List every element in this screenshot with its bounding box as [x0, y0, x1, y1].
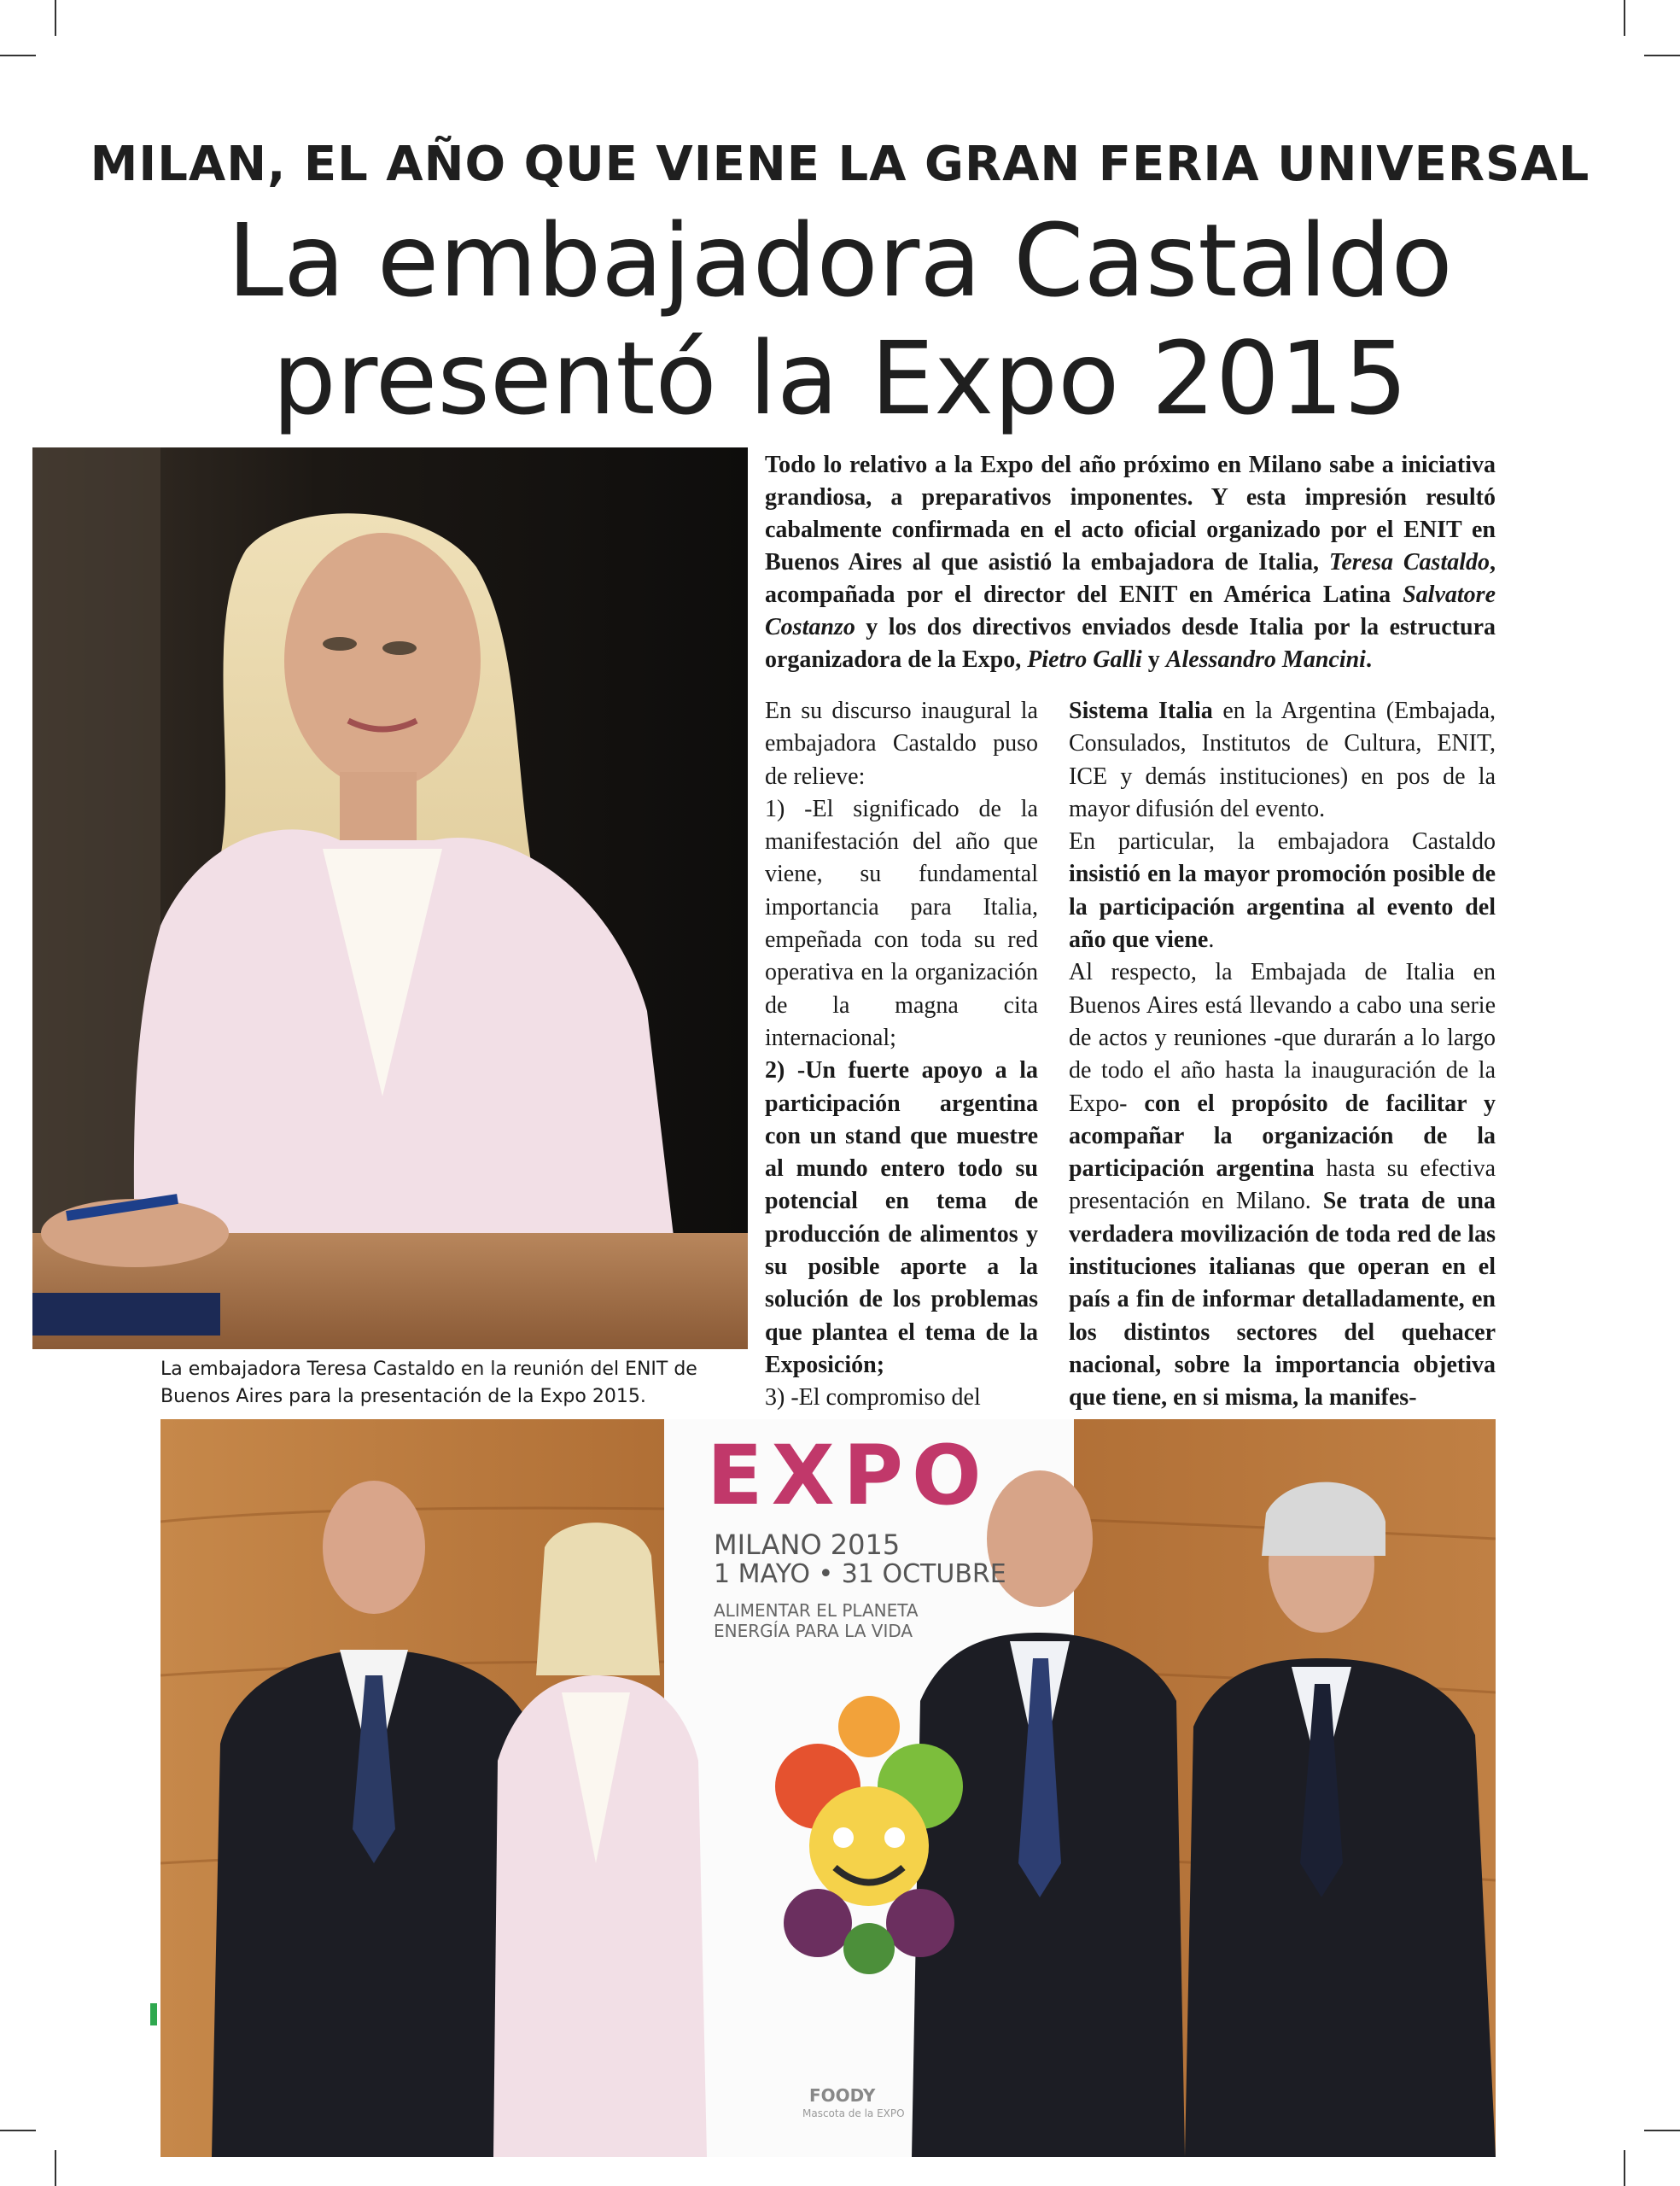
poster-dates: 1 MAYO • 31 OCTUBRE: [714, 1559, 1006, 1589]
column-2-paragraph: [1069, 695, 1496, 826]
crop-mark: [55, 2150, 56, 2186]
bold-run: con el propósito de facilitar y acompañar la organización de la participación argentina: [1069, 1090, 1496, 1183]
text-run: hasta su efectiva presentación en Milano.: [1069, 1155, 1496, 1215]
bold-run: Sistema Italia: [1069, 698, 1213, 724]
poster-theme-2: ENERGÍA PARA LA VIDA: [714, 1621, 913, 1641]
mascot-name: FOODY: [809, 2085, 876, 2106]
bold-run: Se trata de una verdadera movilización de toda red de las instituciones italianas que operan en el país a fin de informar detalladamente, en los distintos sectores del quehacer nacional, sobre la importancia objetiva que tiene, en si misma, la manifes-: [1069, 1188, 1496, 1412]
column-2-paragraph: [1069, 826, 1496, 956]
lead-name-italic: Teresa Castaldo: [1328, 549, 1490, 576]
crop-mark: [1644, 55, 1680, 56]
lead-text: y los dos directivos enviados desde Italia por la estructura organizadora de la Expo,: [765, 614, 1496, 673]
poster-theme-1: ALIMENTAR EL PLANETA: [714, 1600, 919, 1621]
text-run: en la Argentina (Embajada, Consulados, Institutos de Cultura, ENIT, ICE y demás instituciones) en pos de la mayor difusión del evento.: [1069, 698, 1496, 822]
text-run: En particular, la embajadora Castaldo: [1069, 828, 1496, 856]
article-kicker: MILAN, EL AÑO QUE VIENE LA GRAN FERIA UNIVERSAL: [90, 137, 1590, 192]
body-column-2: [1069, 695, 1496, 1415]
headline-line-2: presentó la Expo 2015: [271, 319, 1409, 437]
lead-text: Todo lo relativo a la Expo del año próximo en Milano sabe a iniciativa grandiosa, a preparativos imponentes. Y esta impresión resultó cabalmente confirmada en el acto oficial organizado por el ENIT en Buenos Aires al que asistió la embajadora de Italia,: [765, 452, 1496, 576]
body-column-1: [765, 695, 1038, 1415]
column-1-paragraph: 3) -El compromiso del: [765, 1384, 981, 1412]
crop-mark: [55, 0, 56, 36]
crop-mark: [1644, 2130, 1680, 2131]
column-2-paragraph: [1069, 956, 1496, 1414]
bold-run: insistió en la mayor promoción posible de la participación argentina al evento del año que viene: [1069, 861, 1496, 954]
lead-name-italic: Pietro Galli: [1027, 646, 1142, 673]
lead-name-italic: Salvatore Costanzo: [765, 582, 1496, 640]
page-color-mark: [150, 2003, 157, 2025]
lead-text: .: [1365, 646, 1372, 673]
crop-mark: [1624, 0, 1625, 36]
column-1-paragraph: En su discurso inaugural la embajadora Castaldo puso de relieve:: [765, 698, 1038, 790]
text-run: Al respecto, la Embajada de Italia en Buenos Aires está llevando a cabo una serie de actos y reuniones -que durarán a lo largo de todo el año hasta la inauguración de la Expo-: [1069, 959, 1496, 1117]
foody-mascot: [741, 1675, 997, 1983]
headline-line-1: La embajadora Castaldo: [227, 202, 1453, 319]
text-run: .: [1208, 926, 1215, 954]
photo-caption: La embajadora Teresa Castaldo en la reunión del ENIT de Buenos Aires para la presentación de la Expo 2015.: [160, 1359, 697, 1407]
column-1-paragraph: 1) -El significado de la manifestación del año que viene, su fundamental importancia para Italia, empeñada con toda su red operativa en la organización de la magna cita internacional;: [765, 795, 1038, 1051]
expo-logo: EXPO: [707, 1428, 990, 1523]
crop-mark: [0, 2130, 36, 2131]
portrait-photo: [32, 447, 748, 1349]
lead-paragraph: [765, 449, 1496, 676]
column-1-paragraph: 2) -Un fuerte apoyo a la participación argentina con un stand que muestre al mundo entero todo su potencial en tema de producción de alimentos y su posible aporte a la solución de los problemas que plantea el tema de la Exposición;: [765, 1057, 1038, 1378]
mascot-subtitle: Mascota de la EXPO: [802, 2107, 905, 2119]
lead-text: , acompañada por el director del ENIT en América Latina: [765, 549, 1496, 608]
poster-city-year: MILANO 2015: [714, 1528, 901, 1561]
lead-name-italic: Alessandro Mancini: [1165, 646, 1366, 673]
lead-text: y: [1141, 646, 1166, 673]
crop-mark: [0, 55, 36, 56]
group-photo: [160, 1419, 1496, 2157]
crop-mark: [1624, 2150, 1625, 2186]
